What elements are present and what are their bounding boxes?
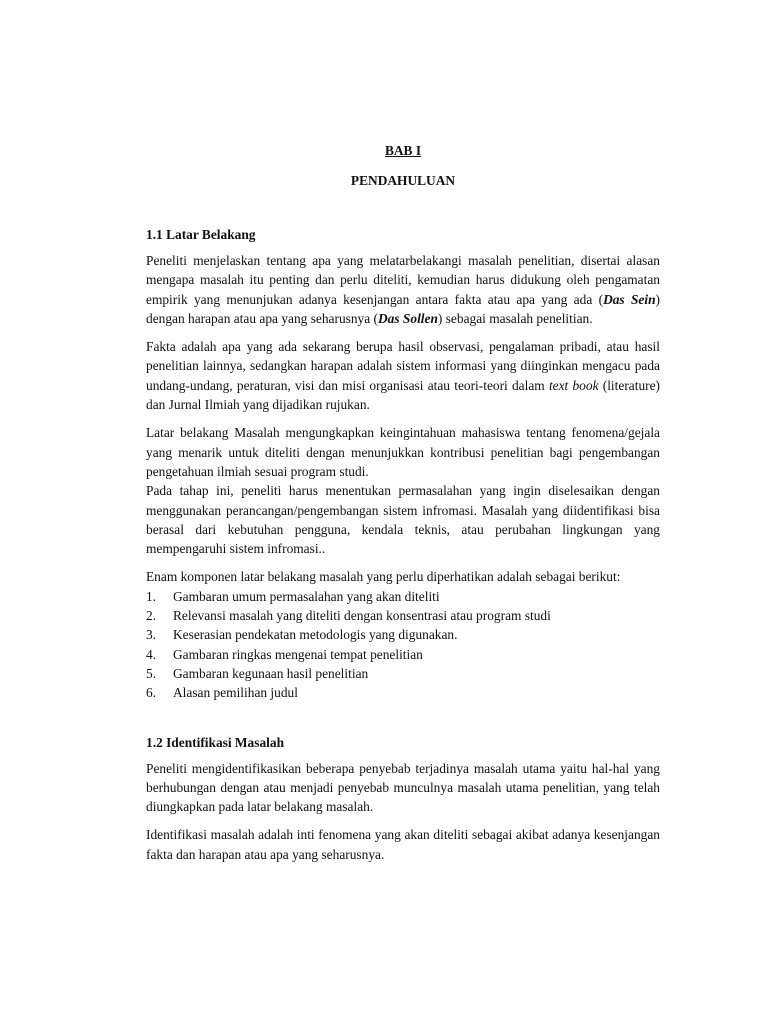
list-item	[146, 664, 660, 683]
term-das-sollen: Das Sollen	[378, 310, 438, 326]
text-segment: (literature) dan Jurnal Ilmiah yang dijadikan rujukan.	[146, 377, 660, 413]
list-item-text: Relevansi masalah yang diteliti dengan konsentrasi atau program studi	[173, 608, 551, 624]
paragraph-latar-belakang-4: Pada tahap ini, peneliti harus menentukan permasalahan yang ingin diselesaikan dengan menggunakan perancangan/pengembangan sistem infromasi. Masalah yang diidentifikasi bisa berasal dari kebutuhan pengguna, kendala teknis, atau perubahan lingkungan yang mempengaruhi sistem infromasi..	[146, 483, 660, 557]
paragraph-latar-belakang-3: Latar belakang Masalah mengungkapkan keingintahuan mahasiswa tentang fenomena/gejala yang menarik untuk diteliti dengan menunjukkan kontribusi penelitian bagi pengembangan pengetahuan ilmiah sesuai program studi.	[146, 425, 660, 479]
list-item-text: Gambaran umum permasalahan yang akan diteliti	[173, 588, 440, 604]
paragraph-identifikasi-2: Identifikasi masalah adalah inti fenomena yang akan diteliti sebagai akibat adanya kesenjangan fakta dan harapan atau apa yang seharusnya.	[146, 827, 660, 862]
list-item-number: 4.	[146, 646, 157, 662]
text-segment: Peneliti menjelaskan tentang apa yang melatarbelakangi masalah penelitian, disertai alasan mengapa masalah itu penting dan perlu diteliti, kemudian harus didukung oleh pengamatan empirik yang menunjukan adanya kesenjangan antara fakta atau apa yang ada (	[146, 253, 660, 307]
components-list	[146, 587, 660, 703]
paragraph-latar-belakang-1	[146, 251, 660, 328]
list-item-number: 1.	[146, 588, 157, 604]
list-item	[146, 683, 660, 702]
list-item-number: 3.	[146, 627, 157, 643]
list-item-text: Alasan pemilihan judul	[173, 685, 298, 701]
section-heading-latar-belakang: 1.1 Latar Belakang	[146, 227, 256, 242]
list-item	[146, 606, 660, 625]
list-item-number: 5.	[146, 665, 157, 681]
list-item-text: Gambaran kegunaan hasil penelitian	[173, 665, 369, 681]
text-segment: ) dengan harapan atau apa yang seharusnya (	[146, 291, 660, 326]
paragraph-identifikasi-1: Peneliti mengidentifikasikan beberapa penyebab terjadinya masalah utama yaitu hal-hal yang berhubungan dengan atau menjadi penyebab munculnya masalah utama penelitian, yang telah diungkapkan pada latar belakang masalah.	[146, 760, 660, 815]
list-item	[146, 625, 660, 644]
text-segment: Fakta adalah apa yang ada sekarang berupa hasil observasi, pengalaman pribadi, atau hasil penelitian lainnya, sedangkan harapan adalah sistem informasi yang diinginkan mengacu pada undang-undang, peraturan, visi dan misi organisasi atau teori-teori dalam	[146, 339, 660, 393]
list-item-text: Gambaran ringkas mengenai tempat penelitian	[173, 646, 423, 662]
list-item-number: 2.	[146, 608, 157, 624]
chapter-number: BAB I	[384, 143, 422, 158]
list-item	[146, 645, 660, 664]
list-item-text: Keserasian pendekatan metodologis yang digunakan.	[173, 627, 458, 643]
text-segment: ) sebagai masalah penelitian.	[437, 310, 593, 326]
chapter-title: PENDAHULUAN	[350, 173, 456, 188]
term-das-sein: Das Sein	[603, 291, 656, 307]
list-item	[146, 587, 660, 606]
paragraph-latar-belakang-2	[146, 337, 660, 414]
term-text-book: text book	[548, 377, 599, 393]
list-intro: Enam komponen latar belakang masalah yang perlu diperhatikan adalah sebagai berikut:	[146, 569, 621, 585]
section-heading-identifikasi-masalah: 1.2 Identifikasi Masalah	[146, 734, 285, 750]
page-content	[146, 141, 660, 873]
list-item-number: 6.	[146, 685, 157, 701]
